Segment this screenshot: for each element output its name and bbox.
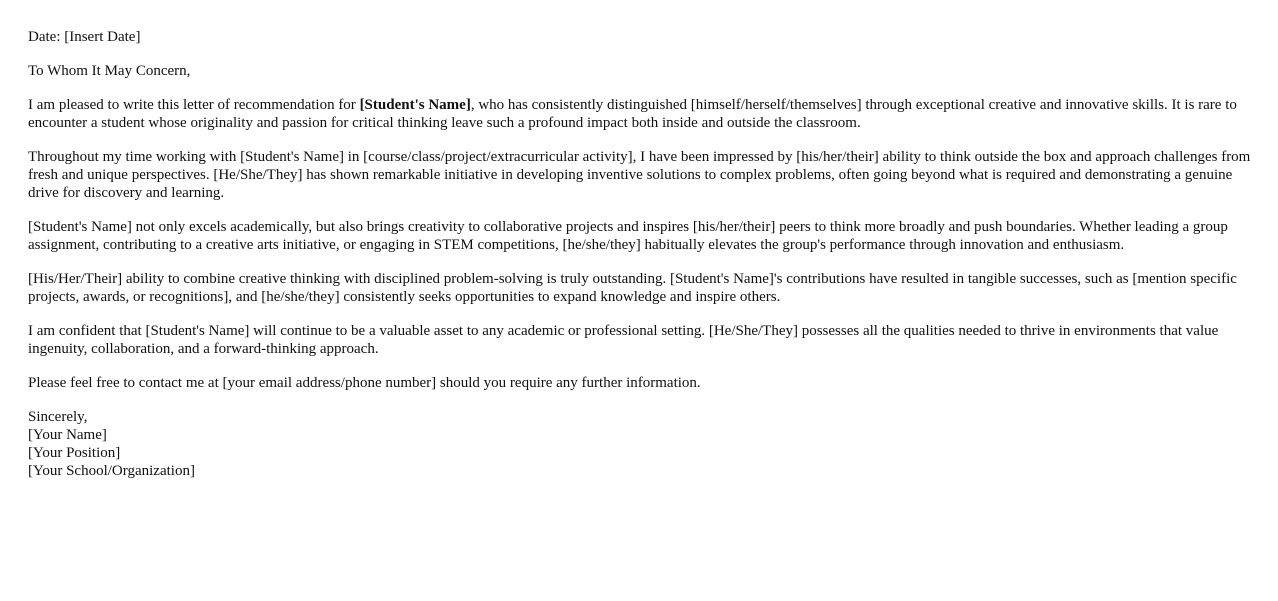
letter-paragraph-2: Throughout my time working with [Student's Name] in [course/class/project/extracurricular activity], I have been impressed by [his/her/their] ability to think outside the box and approach challenges from fresh and unique perspectives. [He/She/They] has shown remarkable initiative in developing inventive solutions to complex problems, often going beyond what is required and demonstrating a genuine drive for discovery and learning. <box>28 149 1251 201</box>
letter-date: Date: [Insert Date] <box>28 29 141 45</box>
letter-paragraph-3: [Student's Name] not only excels academically, but also brings creativity to collaborative projects and inspires [his/her/their] peers to think more broadly and push boundaries. Whether leading a group assignment, contributing to a creative arts initiative, or engaging in STEM competitions, [he/she/they] habitually elevates the group's performance through innovation and enthusiasm. <box>28 219 1228 253</box>
letter-salutation: To Whom It May Concern, <box>28 63 191 79</box>
letter-paragraph-4: [His/Her/Their] ability to combine creative thinking with disciplined problem-solving is truly outstanding. [Student's Name]'s contributions have resulted in tangible successes, such as [mention specific projects, awards, or recognitions], and [he/she/they] consistently seeks opportunities to expand knowledge and inspire others. <box>28 271 1237 305</box>
letter-paragraph-1 <box>28 96 1256 132</box>
recommendation-letter <box>28 28 1256 480</box>
signature-organization: [Your School/Organization] <box>28 463 195 479</box>
signature-block <box>28 408 1256 480</box>
signature-position: [Your Position] <box>28 445 121 461</box>
paragraph-1-intro: I am pleased to write this letter of recommendation for <box>28 97 360 113</box>
paragraph-1-body: , who has consistently distinguished [himself/herself/themselves] through exceptional creative and innovative skills. It is rare to encounter a student whose originality and passion for critical thinking leave such a profound impact both inside and outside the classroom. <box>28 97 1237 131</box>
letter-paragraph-6: Please feel free to contact me at [your email address/phone number] should you require any further information. <box>28 375 701 391</box>
letter-paragraph-5: I am confident that [Student's Name] will continue to be a valuable asset to any academic or professional setting. [He/She/They] possesses all the qualities needed to thrive in environments that value ingenuity, collaboration, and a forward-thinking approach. <box>28 323 1219 357</box>
student-name-placeholder: [Student's Name] <box>359 97 471 113</box>
signature-name: [Your Name] <box>28 427 107 443</box>
signature-closing: Sincerely, <box>28 409 88 425</box>
